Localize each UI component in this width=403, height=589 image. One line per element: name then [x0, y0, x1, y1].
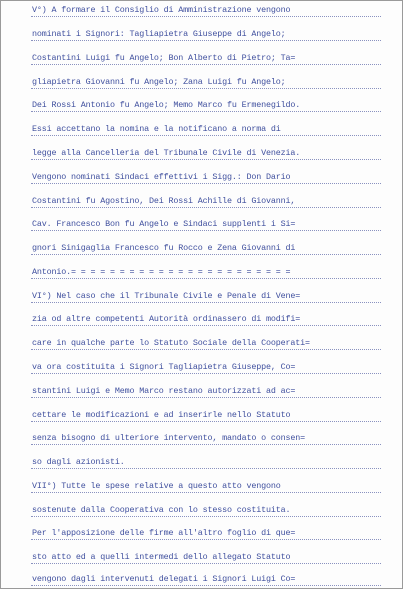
- text-line: Dei Rossi Antonio fu Angelo; Memo Marco fu Ermenegildo.: [32, 100, 301, 110]
- text-line: cettare le modificazioni e ad inserirle nello Statuto: [32, 410, 291, 420]
- text-line: Costantini Luigi fu Angelo; Bon Alberto di Pietro; Ta=: [32, 53, 296, 63]
- text-line: V°) A formare il Consiglio di Amministrazione vengono: [32, 5, 291, 15]
- ruled-line: [31, 349, 381, 350]
- text-line: VI°) Nel caso che il Tribunale Civile e Penale di Vene=: [32, 291, 301, 301]
- text-line: sto atto ed a quelli intermedi dello allegato Statuto: [32, 552, 291, 562]
- ruled-line: [31, 373, 381, 374]
- ruled-line: [31, 135, 381, 136]
- text-line: gnori Sinigaglia Francesco fu Rocco e Zena Giovanni di: [32, 243, 296, 253]
- ruled-line: [31, 468, 381, 469]
- text-line: senza bisogno di ulteriore intervento, mandato o consen=: [32, 433, 306, 443]
- text-line: sostenute dalla Cooperativa con lo stesso costituita.: [32, 505, 291, 515]
- ruled-line: [31, 40, 381, 41]
- ruled-line: [31, 159, 381, 160]
- text-line: Costantini fu Agostino, Dei Rossi Achille di Giovanni,: [32, 196, 296, 206]
- text-line: care in qualche parte lo Statuto Sociale della Cooperati=: [32, 338, 310, 348]
- ruled-line: [31, 207, 381, 208]
- ruled-line: [31, 563, 381, 564]
- ruled-line: [31, 64, 381, 65]
- text-line: Per l'apposizione delle firme all'altro foglio di que=: [32, 528, 296, 538]
- ruled-line: [31, 539, 381, 540]
- text-line: va ora costituita i Signori Tagliapietra Giuseppe, Co=: [32, 362, 296, 372]
- ruled-line: [31, 492, 381, 493]
- ruled-line: [31, 88, 381, 89]
- text-line: Antonio.= = = = = = = = = = = = = = = = = = = = = = =: [32, 267, 291, 277]
- ruled-line: [31, 230, 381, 231]
- text-line: VII°) Tutte le spese relative a questo atto vengono: [32, 481, 281, 491]
- ruled-line: [31, 278, 381, 279]
- ruled-line: [31, 421, 381, 422]
- ruled-line: [31, 397, 381, 398]
- text-line: legge alla Cancelleria del Tribunale Civile di Venezia.: [32, 148, 301, 158]
- text-line: zia od altre competenti Autorità ordinassero di modifi=: [32, 314, 301, 324]
- text-line: Vengono nominati Sindaci effettivi i Sigg.: Don Dario: [32, 172, 291, 182]
- ruled-line: [31, 516, 381, 517]
- text-line: Cav. Francesco Bon fu Angelo e Sindaci supplenti i Si=: [32, 219, 296, 229]
- ruled-line: [31, 585, 381, 586]
- ruled-line: [31, 444, 381, 445]
- ruled-line: [31, 302, 381, 303]
- ruled-line: [31, 325, 381, 326]
- text-line: so dagli azionisti.: [32, 457, 125, 467]
- ruled-line: [31, 254, 381, 255]
- text-line: stantini Luigi e Memo Marco restano autorizzati ad ac=: [32, 386, 296, 396]
- text-line: vengono dagli intervenuti delegati i Signori Luigi Co=: [32, 574, 296, 584]
- text-line: Essi accettano la nomina e la notificano a norma di: [32, 124, 281, 134]
- ruled-line: [31, 111, 381, 112]
- text-line: gliapietra Giovanni fu Angelo; Zana Luigi fu Angelo;: [32, 77, 286, 87]
- ruled-line: [31, 16, 381, 17]
- text-line: nominati i Signori: Tagliapietra Giuseppe di Angelo;: [32, 29, 286, 39]
- ruled-line: [31, 183, 381, 184]
